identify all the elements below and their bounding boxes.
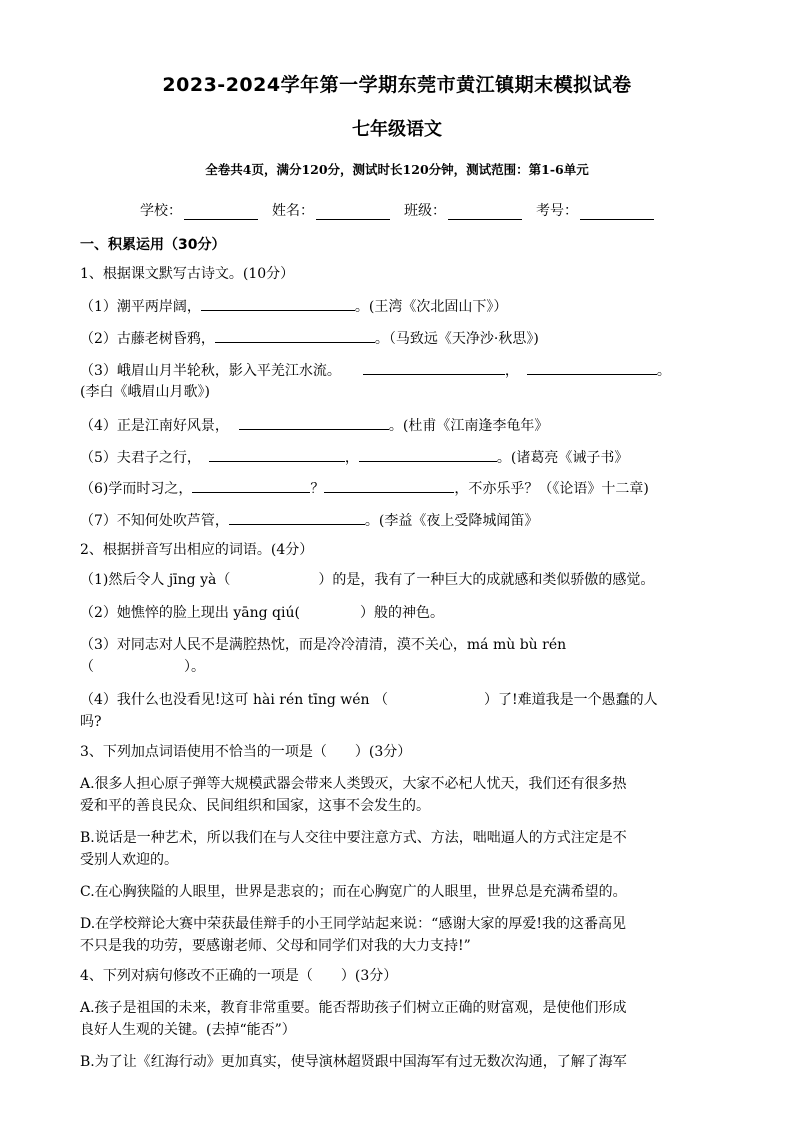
question-item: （ ）。 (80, 659, 205, 675)
option-a-cont: 爱和平的善良民众、民间组织和国家，这事不会发生的。 (80, 798, 430, 814)
option-b: B.为了让《红海行动》更加真实，使导演林超贤跟中国海军有过无数次沟通，了解了海军 (80, 1054, 627, 1070)
question-item: （7）不知何处吹芦管， 。(李益《夜上受降城闻笛》 (80, 508, 538, 533)
option-b: B.说话是一种艺术，所以我们在与人交往中要注意方式、方法，咄咄逼人的方式注定是不 (80, 830, 627, 846)
section-heading: 一、积累运用（30分） (80, 237, 226, 253)
answer-blank[interactable] (192, 476, 310, 493)
option-d: D.在学校辩论大赛中荣获最佳辩手的小王同学站起来说：“感谢大家的厚爱!我的这番高见 (80, 916, 626, 932)
student-info-fields (140, 200, 700, 220)
option-a: A.很多人担心原子弹等大规模武器会带来人类毁灭，大家不必杞人忧天，我们还有很多热 (80, 776, 627, 792)
question-item: （6)学而时习之， ？ ，不亦乐乎？（《论语》十二章) (80, 476, 649, 501)
option-a-cont: 良好人生观的关键。(去掉“能否”） (80, 1022, 296, 1038)
class-field[interactable]: 班级： (404, 200, 522, 220)
question-item: （3）对同志对人民不是满腔热忱，而是冷冷清清，漠不关心，má mù bù rén (80, 637, 567, 653)
question-item: （4）我什么也没看见!这可 hài rén tīng wén （ ）了!难道我是一个愚蠢的人 (80, 692, 658, 708)
page-subtitle: 七年级语文 (352, 119, 442, 140)
exam-number-blank[interactable] (580, 205, 654, 220)
question-item: （5）夫君子之行， ， 。(诸葛亮《诫子书》 (80, 445, 628, 470)
answer-blank[interactable] (239, 413, 389, 430)
answer-blank[interactable] (209, 445, 345, 462)
question-item: （2）她憔悴的脸上现出 yāng qiú( ）般的神色。 (80, 605, 444, 621)
answer-blank[interactable] (215, 326, 375, 343)
exam-info: 全卷共4页，满分120分，测试时长120分钟，测试范围：第1-6单元 (205, 162, 589, 177)
question-item: （3）峨眉山月半轮秋，影入平羌江水流。 ， 。 (80, 358, 671, 383)
option-b-cont: 受别人欢迎的。 (80, 852, 178, 868)
answer-blank[interactable] (201, 294, 355, 311)
question-item: （1)然后令人 jīng yà（ ）的是，我有了一种巨大的成就感和类似骄傲的感觉。 (80, 572, 655, 588)
class-blank[interactable] (448, 205, 522, 220)
school-blank[interactable] (184, 205, 258, 220)
answer-blank[interactable] (229, 508, 365, 525)
question-item: （4）正是江南好风景， 。(杜甫《江南逢李龟年》 (80, 413, 548, 438)
answer-blank[interactable] (324, 476, 454, 493)
option-d-cont: 不只是我的功劳，要感谢老师、父母和同学们对我的大力支持!” (80, 938, 471, 954)
exam-number-field[interactable]: 考号： (536, 200, 654, 220)
answer-blank[interactable] (359, 445, 497, 462)
name-blank[interactable] (316, 205, 390, 220)
question-stem: 1、根据课文默写古诗文。(10分） (80, 266, 295, 282)
question-item: （2）古藤老树昏鸦， 。（马致远《天净沙·秋思》) (80, 326, 539, 351)
page-title: 2023-2024学年第一学期东莞市黄江镇期末模拟试卷 (162, 74, 632, 96)
question-item: 吗? (80, 714, 102, 730)
option-c: C.在心胸狭隘的人眼里，世界是悲哀的；而在心胸宽广的人眼里，世界总是充满希望的。 (80, 884, 627, 900)
answer-blank[interactable] (527, 358, 657, 375)
name-field[interactable]: 姓名： (272, 200, 390, 220)
question-stem: 2、根据拼音写出相应的词语。(4分） (80, 542, 314, 558)
question-item: （1）潮平两岸阔， 。(王湾《次北固山下》） (80, 294, 507, 319)
question-stem: 3、下列加点词语使用不恰当的一项是（ ）(3分） (80, 744, 412, 760)
answer-blank[interactable] (363, 358, 505, 375)
option-a: A.孩子是祖国的未来，教育非常重要。能否帮助孩子们树立正确的财富观，是使他们形成 (80, 1000, 627, 1016)
school-field[interactable]: 学校： (140, 200, 258, 220)
question-item: (李白《峨眉山月歌》) (80, 384, 210, 400)
question-stem: 4、下列对病句修改不正确的一项是（ ）(3分） (80, 968, 398, 984)
